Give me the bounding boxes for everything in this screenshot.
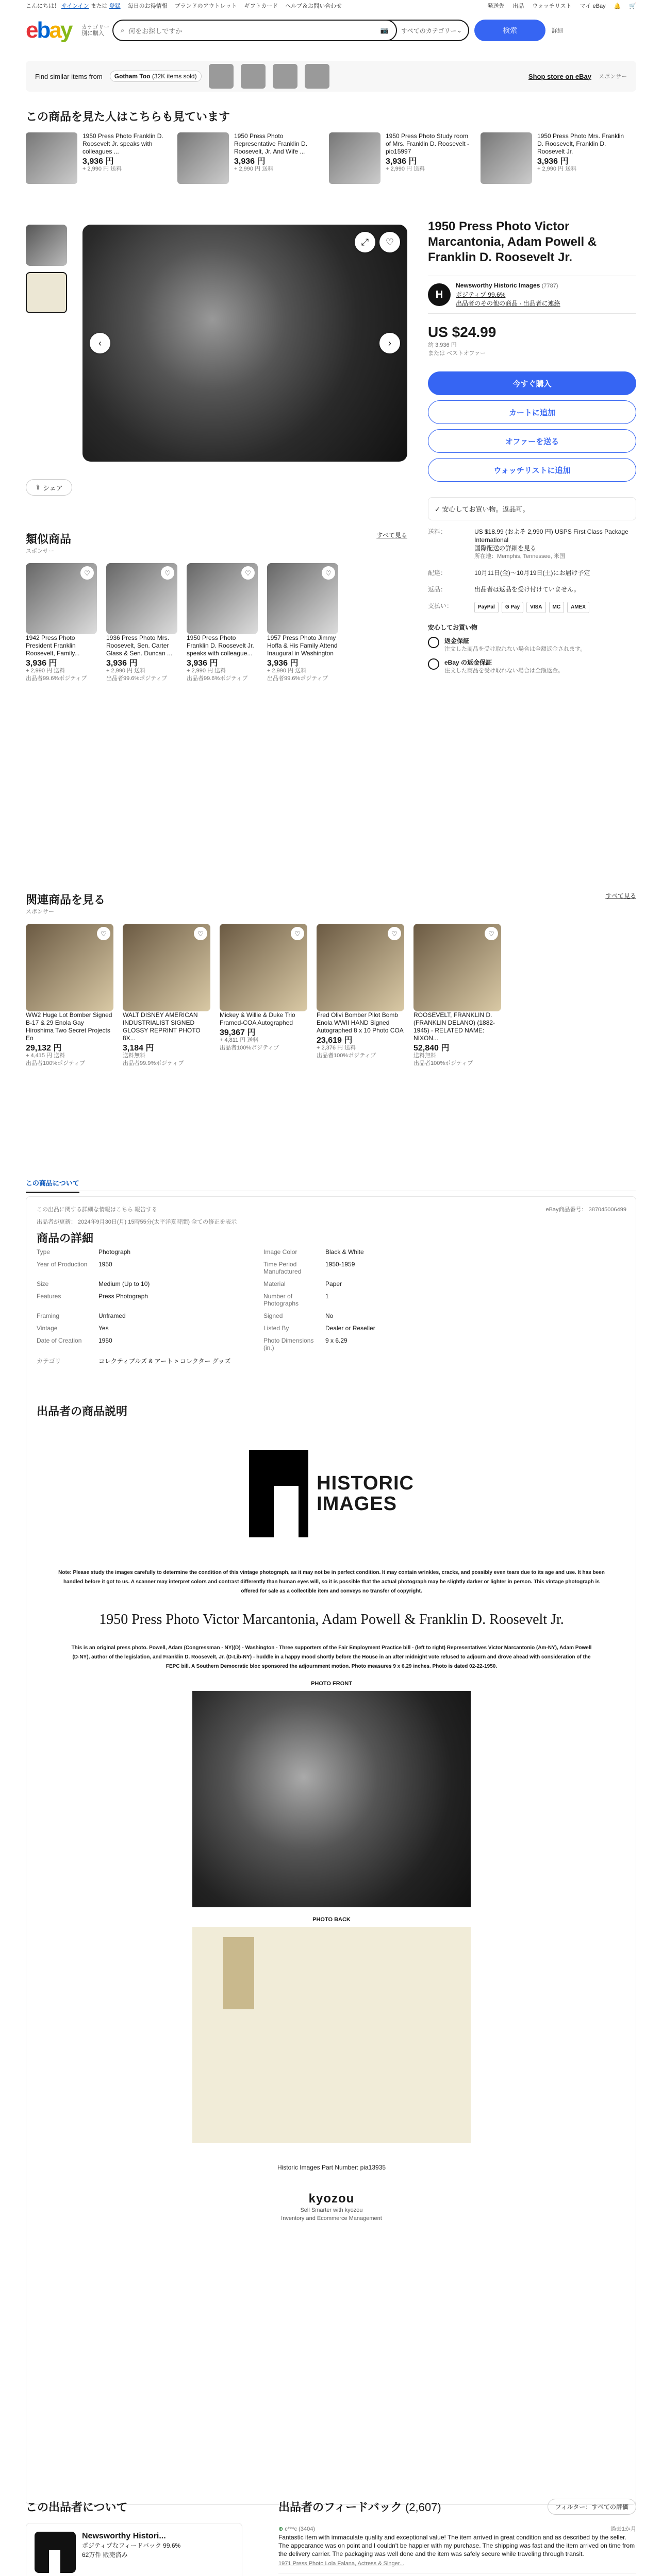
search-placeholder: 何をお探しですか <box>128 27 183 35</box>
store-banner <box>26 61 636 92</box>
related-title[interactable]: ROOSEVELT, FRANKLIN D. (FRANKLIN DELANO) (1882-1945) - RELATED NAME: NIXON... <box>413 1011 495 1042</box>
similar-card[interactable] <box>187 563 258 683</box>
spec-value: 1950 <box>98 1337 112 1344</box>
chevron-right-icon[interactable]: › <box>379 333 400 353</box>
protect-1-desc: 注文した商品を受け取れない場合は全額返金されます。 <box>444 646 586 652</box>
feedback-text: Fantastic item with immaculate quality and exceptional value! The item arrived in great condition and as described by the seller. The appearance was on point and I couldn't be happier with my purchase. The shipping was fast and the item arrived on time from the delivery carrier. The packaging was well done and the item was safely secure while traveling through transit. <box>278 2534 635 2557</box>
feedback-title: 出品者のフィードバック <box>278 2501 402 2514</box>
return-value: 出品者は返品を受け付けていません。 <box>474 586 580 593</box>
similar-title[interactable]: 1950 Press Photo Franklin D. Roosevelt Jr. speaks with colleague... <box>187 634 254 657</box>
seller-description <box>37 1403 626 2223</box>
related-price: 52,840 円 <box>413 1044 450 1053</box>
pay-label: 支払い： <box>428 602 453 609</box>
buy-now-button[interactable]: 今すぐ購入 <box>428 371 636 395</box>
similar-card[interactable] <box>267 563 338 683</box>
similar-price: 3,936 円 <box>26 659 57 668</box>
search-icon: ⌕ <box>121 26 125 34</box>
specs-grid <box>37 1248 626 1365</box>
similar-card[interactable] <box>26 563 97 683</box>
related-image[interactable] <box>26 924 113 1011</box>
check-icon: ✓ <box>435 505 440 513</box>
viewed-image[interactable] <box>177 132 229 184</box>
ship-note[interactable]: 国際配送の詳細を見る <box>474 545 537 552</box>
myebay-link[interactable]: マイ eBay <box>580 3 606 9</box>
return-label: 返品： <box>428 586 447 593</box>
similar-sponsor: スポンサー <box>26 548 54 554</box>
feedback-username: c***c (3404) <box>285 2526 315 2532</box>
viewed-price: 3,936 円 <box>82 157 114 166</box>
feedback-user <box>278 2525 315 2533</box>
sponsor-label: スポンサー <box>599 74 627 80</box>
related-price: 39,367 円 <box>220 1028 256 1037</box>
protect-1-title: 返金保証 <box>444 637 470 645</box>
seller-feedback <box>278 2499 636 2576</box>
related-image[interactable] <box>413 924 501 1011</box>
store-sold-count: 62万件 販売済み <box>82 2551 128 2558</box>
main-image[interactable] <box>82 225 407 462</box>
heart-icon[interactable]: ♡ <box>80 566 94 580</box>
search-button[interactable]: 検索 <box>474 20 545 41</box>
brand-link[interactable]: ブランドのアウトレット <box>174 3 237 9</box>
spec-key: Listed By <box>263 1325 289 1332</box>
cart-icon[interactable]: 🛒 <box>629 3 636 9</box>
related-card[interactable] <box>123 924 210 1067</box>
photo-front-label: PHOTO FRONT <box>311 1681 352 1687</box>
seller-count: (7787) <box>541 283 558 289</box>
item-number: eBay商品番号： 387045006499 <box>545 1207 626 1213</box>
spec-key: Image Color <box>263 1248 297 1256</box>
heart-icon[interactable]: ♡ <box>97 927 110 940</box>
similar-price: 3,936 円 <box>187 659 218 668</box>
similar-note: 出品者99.6%ポジティブ <box>267 675 328 682</box>
price-jpy: 約 3,936 円 <box>428 342 457 348</box>
viewed-text <box>386 132 473 184</box>
shop-by-category[interactable]: カテゴリー別に購入 <box>81 24 110 37</box>
condition-note: Note: Please study the images carefully to determine the condition of this vintage photograph, as it may not be in perfect condition. It may contain wrinkles, cracks, and possibly even tears due to its age and use. It has been handled before it got to us. A scanner may interpret colors and contrast differently than human eyes will, so it is possible that the actual photograph may be slightly darker or lighter in person. This vintage photograph is offered for sale as a collectible item and conveys no transfer of copyright. <box>58 1570 605 1594</box>
location: 所在地：Memphis, Tennessee, 米国 <box>474 553 565 560</box>
chevron-down-icon: ⌄ <box>456 27 462 34</box>
spec-value: コレクティブルズ & アート > コレクター グッズ <box>98 1358 231 1365</box>
viewed-ship: + 2,990 円 送料 <box>234 166 274 172</box>
banner-thumb[interactable] <box>305 64 329 89</box>
similar-title: 類似商品 <box>26 533 72 546</box>
ebay-logo[interactable]: ebay <box>26 18 72 43</box>
related-ship: 送料無料 <box>123 1053 145 1059</box>
historic-images-logo <box>249 1450 414 1537</box>
related-image[interactable] <box>317 924 404 1011</box>
similar-section <box>26 531 407 683</box>
spec-key: Vintage <box>37 1325 58 1332</box>
trust-banner <box>428 497 636 520</box>
viewed-ship: + 2,990 円 送料 <box>82 166 122 172</box>
ship-value: US $18.99 (およそ 2,990 円) USPS First Class Package International <box>474 528 628 544</box>
related-title[interactable]: WALT DISNEY AMERICAN INDUSTRIALIST SIGNED GLOSSY REPRINT PHOTO 8X... <box>123 1011 201 1042</box>
similar-seeall[interactable]: すべて見る <box>376 532 407 539</box>
help-link[interactable]: ヘルプ＆お問い合わせ <box>285 3 342 9</box>
similar-note: 出品者99.6%ポジティブ <box>187 675 248 682</box>
image-gallery <box>26 225 407 467</box>
share-button[interactable] <box>26 479 72 496</box>
related-price: 3,184 円 <box>123 1044 154 1053</box>
spec-value: 1950 <box>98 1261 112 1268</box>
description-box <box>26 1196 636 2505</box>
related-price: 29,132 円 <box>26 1044 62 1053</box>
advanced-link[interactable]: 詳細 <box>552 28 563 34</box>
store-name: Gotham Too <box>114 73 151 80</box>
deals-link[interactable]: 毎日のお得情報 <box>127 3 168 9</box>
description-title: 1950 Press Photo Victor Marcantonia, Adam Powell & Franklin D. Roosevelt Jr. <box>99 1612 564 1628</box>
seller-card <box>428 276 636 314</box>
meta-row <box>37 1205 626 1213</box>
heart-icon[interactable]: ♡ <box>161 566 174 580</box>
about-title: この出品者について <box>26 2501 128 2514</box>
kyozou-sub-1: Sell Smarter with kyozou <box>300 2207 363 2213</box>
viewed-title[interactable]: 1950 Press Photo Representative Franklin D. Roosevelt, Jr. And Wife ... <box>234 132 308 155</box>
price: US $24.99 <box>428 324 496 340</box>
similar-card[interactable] <box>106 563 177 683</box>
gift-link[interactable]: ギフトカード <box>244 3 278 9</box>
spec-key: Number of Photographs <box>263 1293 299 1307</box>
ship-to[interactable]: 発送先 <box>487 3 505 9</box>
viewed-title: この商品を見た人はこちらも見ています <box>26 110 230 123</box>
store-feedback: ポジティブなフィードバック 99.6% <box>82 2542 181 2549</box>
spec-key: Photo Dimensions (in.) <box>263 1337 314 1351</box>
spec-key: Time Period Manufactured <box>263 1261 302 1275</box>
viewed-price: 3,936 円 <box>386 157 417 166</box>
add-to-cart-button[interactable]: カートに追加 <box>428 400 636 424</box>
viewed-ship: + 2,990 円 送料 <box>537 166 577 172</box>
share-label: シェア <box>43 484 63 492</box>
banner-thumb[interactable] <box>209 64 234 89</box>
spec-value: Black & White <box>325 1248 364 1256</box>
viewed-text <box>82 132 170 184</box>
related-list <box>26 924 636 1067</box>
related-image[interactable] <box>123 924 210 1011</box>
share-icon: ⇪ <box>35 483 41 491</box>
description-text: This is an original press photo. Powell, Adam (Congressman - NY)(D) - Washington - Three supporters of the Fair Employment Practice bill - (left to right) Representatives Victor Marcantonio (Am-NY), Adam Powell (D-NY), author of the legislation, and Franklin D. Roosevelt, Jr. (D-Lib-NY) - huddle in a happy mood shortly before the House in an after midnight vote refused to adjourn and drove ahead with consideration of the FEPC bill. A Southern Democratic bloc sponsored the adjournment motion. Photo measures 9 x 6.29 inches. Photo is dated 02-22-1950. <box>71 1645 592 1669</box>
about-seller <box>26 2499 242 2576</box>
similar-price: 3,936 円 <box>267 659 299 668</box>
store-badge[interactable] <box>110 71 202 82</box>
spec-value: 1 <box>325 1293 329 1300</box>
spec-value: Medium (Up to 10) <box>98 1280 150 1287</box>
camera-icon[interactable]: 📷 <box>380 26 389 34</box>
similar-note: 出品者99.6%ポジティブ <box>106 675 168 682</box>
payment-badge: AMEX <box>567 602 589 613</box>
feedback-filter[interactable]: フィルター：すべての評価 <box>548 2499 636 2515</box>
delivery-value: 10月11日(金)〜10月19日(土)にお届け予定 <box>474 569 590 577</box>
viewed-section <box>26 108 636 184</box>
related-note: 出品者100%ポジティブ <box>317 1053 376 1059</box>
spec-key: Type <box>37 1248 51 1256</box>
seller-name[interactable]: Newsworthy Historic Images <box>456 282 540 289</box>
trust-text: 安心してお買い物。返品可。 <box>442 505 529 513</box>
spec-key: Material <box>263 1280 286 1287</box>
similar-title[interactable]: 1942 Press Photo President Franklin Roosevelt, Family... <box>26 634 80 657</box>
logo-text-2: IMAGES <box>317 1493 398 1515</box>
spec-key: Framing <box>37 1312 60 1319</box>
banner-thumb[interactable] <box>241 64 266 89</box>
similar-ship: + 2,990 円 送料 <box>187 668 226 674</box>
related-card[interactable] <box>220 924 307 1067</box>
shield-icon <box>428 637 439 648</box>
spec-key: Signed <box>263 1312 283 1319</box>
expand-icon[interactable]: ⤢ <box>355 232 375 252</box>
store-card <box>26 2523 242 2576</box>
or-text: または <box>90 3 108 9</box>
spec-value: 9 x 6.29 <box>325 1337 347 1344</box>
viewed-card[interactable] <box>26 132 170 184</box>
feedback-item-link[interactable]: 1971 Press Photo Lola Falana, Actress & Singer... <box>278 2561 404 2567</box>
banner-thumb[interactable] <box>273 64 297 89</box>
related-note: 出品者100%ポジティブ <box>413 1060 473 1066</box>
shield-icon <box>428 658 439 670</box>
related-ship: + 4,415 円 送料 <box>26 1053 65 1059</box>
protect-title: 安心してお買い物 <box>428 624 478 631</box>
photo-back-image <box>192 1927 471 2143</box>
viewed-title[interactable]: 1950 Press Photo Study room of Mrs. Franklin D. Roosevelt - pio15997 <box>386 132 470 155</box>
spec-key <box>263 1357 325 1365</box>
spec-value <box>325 1357 626 1365</box>
banner-text: Find similar items from <box>35 72 103 80</box>
greeting: こんにちは！ <box>26 3 60 9</box>
heart-icon[interactable]: ♡ <box>485 927 498 940</box>
feedback-header <box>278 2525 636 2533</box>
kyozou-logo: kyozou <box>308 2192 355 2206</box>
watchlist-button[interactable]: ウォッチリストに追加 <box>428 458 636 482</box>
feedback-count: (2,607) <box>405 2501 441 2514</box>
category-select[interactable] <box>386 20 469 41</box>
related-image[interactable] <box>220 924 307 1011</box>
search-input[interactable] <box>112 20 397 41</box>
related-note: 出品者100%ポジティブ <box>26 1060 86 1066</box>
ship-label: 送料： <box>428 528 447 535</box>
related-ship: 送料無料 <box>413 1053 436 1059</box>
related-ship: + 4,811 円 送料 <box>220 1037 259 1043</box>
shipping-info <box>428 528 636 613</box>
related-title: 関連商品を見る <box>26 893 106 906</box>
payment-methods <box>474 602 636 613</box>
viewed-title[interactable]: 1950 Press Photo Franklin D. Roosevelt Jr. speaks with colleagues ... <box>82 132 163 155</box>
page-title: 1950 Press Photo Victor Marcantonia, Adam Powell & Franklin D. Roosevelt Jr. <box>428 219 597 264</box>
similar-title[interactable]: 1936 Press Photo Mrs. Roosevelt, Sen. Carter Glass & Sen. Duncan ... <box>106 634 173 657</box>
thumb-front[interactable] <box>26 225 67 266</box>
seller-positive: ポジティブ 99.6% <box>456 291 506 298</box>
thumb-back[interactable] <box>26 272 67 313</box>
related-ship: + 2,376 円 送料 <box>317 1045 356 1051</box>
related-section <box>26 891 636 1067</box>
spec-key: カテゴリ <box>37 1358 61 1365</box>
buy-box <box>428 219 636 675</box>
category-label: すべてのカテゴリー <box>401 27 457 35</box>
make-offer-button[interactable]: オファーを送る <box>428 429 636 453</box>
similar-image[interactable] <box>187 563 258 634</box>
best-offer: または ベストオファー <box>428 350 486 357</box>
viewed-card[interactable] <box>481 132 625 184</box>
heart-icon[interactable]: ♡ <box>194 927 207 940</box>
sell-link[interactable]: 出品 <box>512 3 524 9</box>
spec-value: No <box>325 1312 334 1319</box>
similar-price: 3,936 円 <box>106 659 138 668</box>
payment-badge: G Pay <box>502 602 523 613</box>
viewed-text <box>537 132 625 184</box>
similar-image[interactable] <box>26 563 97 634</box>
related-title[interactable]: Fred Olivi Bomber Pilot Bomb Enola WWII HAND Signed Autographed 8 x 10 Photo COA <box>317 1011 404 1034</box>
feedback-list <box>278 2520 636 2576</box>
spec-value: Photograph <box>98 1248 131 1256</box>
spec-key: Features <box>37 1293 61 1300</box>
spec-key: Year of Production <box>37 1261 88 1268</box>
specs-title: 商品の詳細 <box>37 1232 94 1245</box>
related-note: 出品者100%ポジティブ <box>220 1045 279 1051</box>
tab-bar <box>26 1174 636 1191</box>
spec-key: Size <box>37 1280 49 1287</box>
heart-icon[interactable]: ♡ <box>241 566 255 580</box>
heart-icon[interactable]: ♡ <box>388 927 401 940</box>
similar-note: 出品者99.6%ポジティブ <box>26 675 87 682</box>
protection <box>428 623 636 675</box>
similar-list <box>26 563 407 683</box>
feedback-item <box>278 2520 636 2573</box>
viewed-image[interactable] <box>329 132 380 184</box>
similar-image[interactable] <box>106 563 177 634</box>
viewed-ship: + 2,990 円 送料 <box>386 166 425 172</box>
feedback-item <box>278 2573 636 2576</box>
related-seeall[interactable]: すべて見る <box>605 892 636 900</box>
photo-front-image <box>192 1691 471 1907</box>
store-logo[interactable] <box>35 2532 76 2573</box>
store-title[interactable]: Newsworthy Histori... <box>82 2532 166 2540</box>
related-card[interactable] <box>26 924 113 1067</box>
seller-links[interactable]: 出品者のその他の商品 · 出品者に連絡 <box>456 300 560 307</box>
logo-mark <box>249 1450 308 1537</box>
feedback-period: 過去1か月 <box>610 2526 636 2532</box>
shop-store-link[interactable]: Shop store on eBay <box>528 72 591 80</box>
spec-value: Paper <box>325 1280 342 1287</box>
spec-value: Unframed <box>98 1312 126 1319</box>
protect-2-desc: 注文した商品を受け取れない場合は全額返金。 <box>444 668 564 674</box>
related-title[interactable]: Mickey & Willie & Duke Trio Framed-COA Autographed <box>220 1011 295 1026</box>
logo-text-1: HISTORIC <box>317 1472 414 1494</box>
similar-image[interactable] <box>267 563 338 634</box>
viewed-list <box>26 132 636 184</box>
viewed-card[interactable] <box>177 132 322 184</box>
seller-desc-title: 出品者の商品説明 <box>37 1405 128 1418</box>
spec-value: Dealer or Reseller <box>325 1325 375 1332</box>
bell-icon[interactable]: 🔔 <box>614 3 621 9</box>
tab-about[interactable]: この商品について <box>26 1174 79 1193</box>
heart-icon[interactable]: ♡ <box>379 232 400 252</box>
part-number: Historic Images Part Number: pia13935 <box>277 2164 386 2171</box>
store-sold: (32K items sold) <box>152 73 197 80</box>
viewed-price: 3,936 円 <box>537 157 569 166</box>
similar-ship: + 2,990 円 送料 <box>267 668 307 674</box>
press-photo <box>82 225 407 462</box>
signin-link[interactable]: サインイン <box>61 3 89 9</box>
related-note: 出品者99.9%ポジティブ <box>123 1060 184 1066</box>
delivery-label: 配達： <box>428 569 447 577</box>
similar-ship: + 2,990 円 送料 <box>26 668 65 674</box>
spec-value: Press Photograph <box>98 1293 148 1300</box>
related-price: 23,619 円 <box>317 1036 353 1045</box>
similar-title[interactable]: 1957 Press Photo Jimmy Hoffa & His Family Attend Inaugural in Washington <box>267 634 338 657</box>
payment-badge: MC <box>549 602 565 613</box>
thumb-list <box>26 225 67 319</box>
viewed-price: 3,936 円 <box>234 157 266 166</box>
viewed-image[interactable] <box>481 132 532 184</box>
viewed-title[interactable]: 1950 Press Photo Mrs. Franklin D. Roosevelt, Franklin D. Roosevelt Jr. <box>537 132 624 155</box>
spec-value: Yes <box>98 1325 109 1332</box>
heart-icon[interactable]: ♡ <box>322 566 335 580</box>
meta-left[interactable]: この出品に関する詳細な情報はこちら 報告する <box>37 1207 158 1213</box>
header <box>26 15 636 45</box>
photo-back-label: PHOTO BACK <box>312 1917 351 1923</box>
spec-key: Date of Creation <box>37 1337 82 1344</box>
payment-badge: VISA <box>526 602 545 613</box>
related-sponsor: スポンサー <box>26 909 54 915</box>
related-card[interactable] <box>317 924 404 1067</box>
spec-value: 1950-1959 <box>325 1261 355 1268</box>
related-title[interactable]: WW2 Huge Lot Bomber Signed B-17 & 29 Enola Gay Hiroshima Two Secret Projects Eo <box>26 1011 112 1042</box>
kyozou-sub-2: Inventory and Ecommerce Management <box>281 2215 382 2222</box>
similar-ship: + 2,990 円 送料 <box>106 668 146 674</box>
avatar[interactable]: H <box>428 283 451 306</box>
heart-icon[interactable]: ♡ <box>291 927 304 940</box>
related-card[interactable] <box>413 924 501 1067</box>
plus-icon: ⊕ <box>278 2526 285 2532</box>
protect-2-title: eBay の返金保証 <box>444 659 492 666</box>
watchlist-link[interactable]: ウォッチリスト <box>532 3 572 9</box>
viewed-card[interactable] <box>329 132 473 184</box>
top-bar <box>26 0 636 11</box>
register-link[interactable]: 登録 <box>109 3 121 9</box>
viewed-text <box>234 132 322 184</box>
updated-text: 出品者が更新： 2024年9月30日(月) 15時55分(太平洋夏時間) 全ての修正を表示 <box>37 1219 237 1225</box>
payment-badge: PayPal <box>474 602 499 613</box>
chevron-left-icon[interactable]: ‹ <box>90 333 110 353</box>
viewed-image[interactable] <box>26 132 77 184</box>
